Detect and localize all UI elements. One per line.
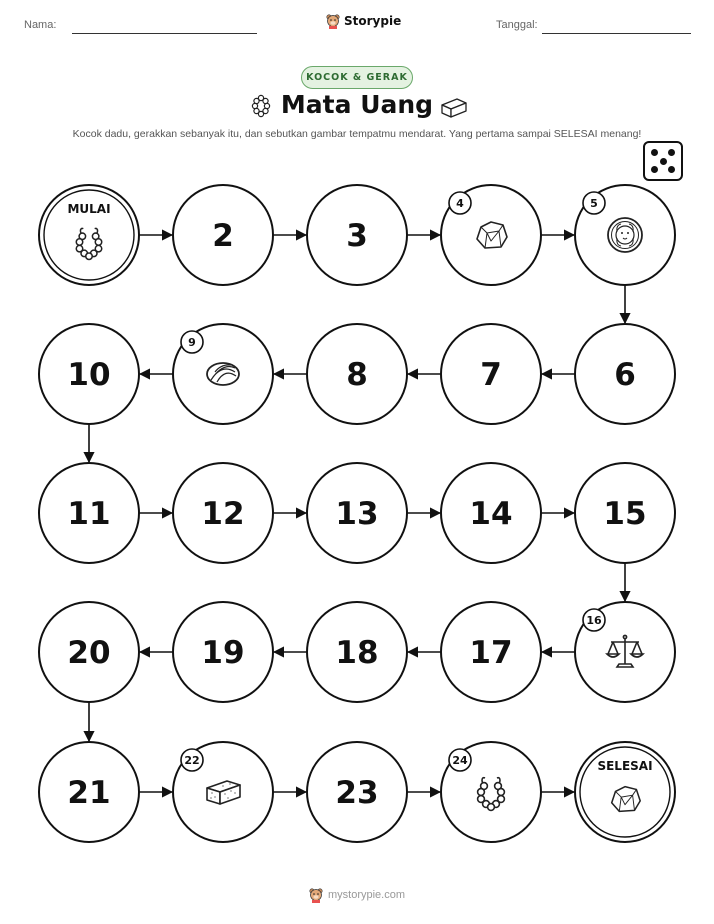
board-space-18 — [307, 602, 407, 702]
space-number: 13 — [335, 496, 379, 532]
bear-mascot-icon — [309, 887, 323, 903]
board-space-25 — [575, 742, 675, 842]
space-number: 6 — [614, 357, 636, 393]
board-space-3 — [307, 185, 407, 285]
rock-icon — [477, 222, 507, 248]
board-space-23 — [307, 742, 407, 842]
board-space-5 — [575, 185, 675, 285]
board-space-15 — [575, 463, 675, 563]
board-space-7 — [441, 324, 541, 424]
finish-label: SELESAI — [597, 759, 653, 773]
space-number: 16 — [586, 614, 602, 627]
board-space-2 — [173, 185, 273, 285]
board-space-9 — [173, 324, 273, 424]
rock-icon — [612, 787, 641, 812]
space-number: 12 — [201, 496, 245, 532]
board-space-22 — [173, 742, 273, 842]
board-space-6 — [575, 324, 675, 424]
brand-name: Storypie — [344, 14, 402, 28]
date-label: Tanggal: — [496, 19, 538, 31]
space-number: 14 — [469, 496, 513, 532]
start-label: MULAI — [67, 202, 111, 216]
board-space-19 — [173, 602, 273, 702]
board-space-4 — [441, 185, 541, 285]
footer — [0, 887, 714, 903]
space-number: 22 — [184, 754, 200, 767]
board-space-14 — [441, 463, 541, 563]
space-number: 19 — [201, 635, 245, 671]
board-space-12 — [173, 463, 273, 563]
lion-coin-icon — [608, 218, 642, 252]
board-space-8 — [307, 324, 407, 424]
space-number: 23 — [335, 775, 379, 811]
space-number: 9 — [188, 336, 196, 349]
space-number: 18 — [335, 635, 379, 671]
board-space-16 — [575, 602, 675, 702]
space-number: 8 — [346, 357, 368, 393]
board-space-1 — [39, 185, 139, 285]
space-number: 5 — [590, 197, 598, 210]
space-number: 3 — [346, 218, 368, 254]
page-title: Mata Uang — [280, 90, 434, 119]
space-number: 10 — [67, 357, 111, 393]
space-number: 21 — [67, 775, 111, 811]
space-number: 17 — [469, 635, 513, 671]
board-space-24 — [441, 742, 541, 842]
space-number: 24 — [452, 754, 468, 767]
board-space-10 — [39, 324, 139, 424]
space-number: 4 — [456, 197, 464, 210]
footer-url: mystorypie.com — [327, 889, 406, 901]
board-space-11 — [39, 463, 139, 563]
space-number: 20 — [67, 635, 111, 671]
board-space-21 — [39, 742, 139, 842]
space-number: 2 — [212, 218, 234, 254]
space-number: 11 — [67, 496, 111, 532]
space-number: 7 — [480, 357, 502, 393]
shell-icon — [207, 363, 239, 385]
instructions: Kocok dadu, gerakkan sebanyak itu, dan sebutkan gambar tempatmu mendarat. Yang pertama sampai SELESAI menang! — [72, 128, 642, 140]
board-space-17 — [441, 602, 541, 702]
space-number: 15 — [603, 496, 647, 532]
category-badge: KOCOK & GERAK — [301, 66, 413, 89]
board-space-20 — [39, 602, 139, 702]
name-label: Nama: — [24, 19, 57, 31]
board-space-13 — [307, 463, 407, 563]
